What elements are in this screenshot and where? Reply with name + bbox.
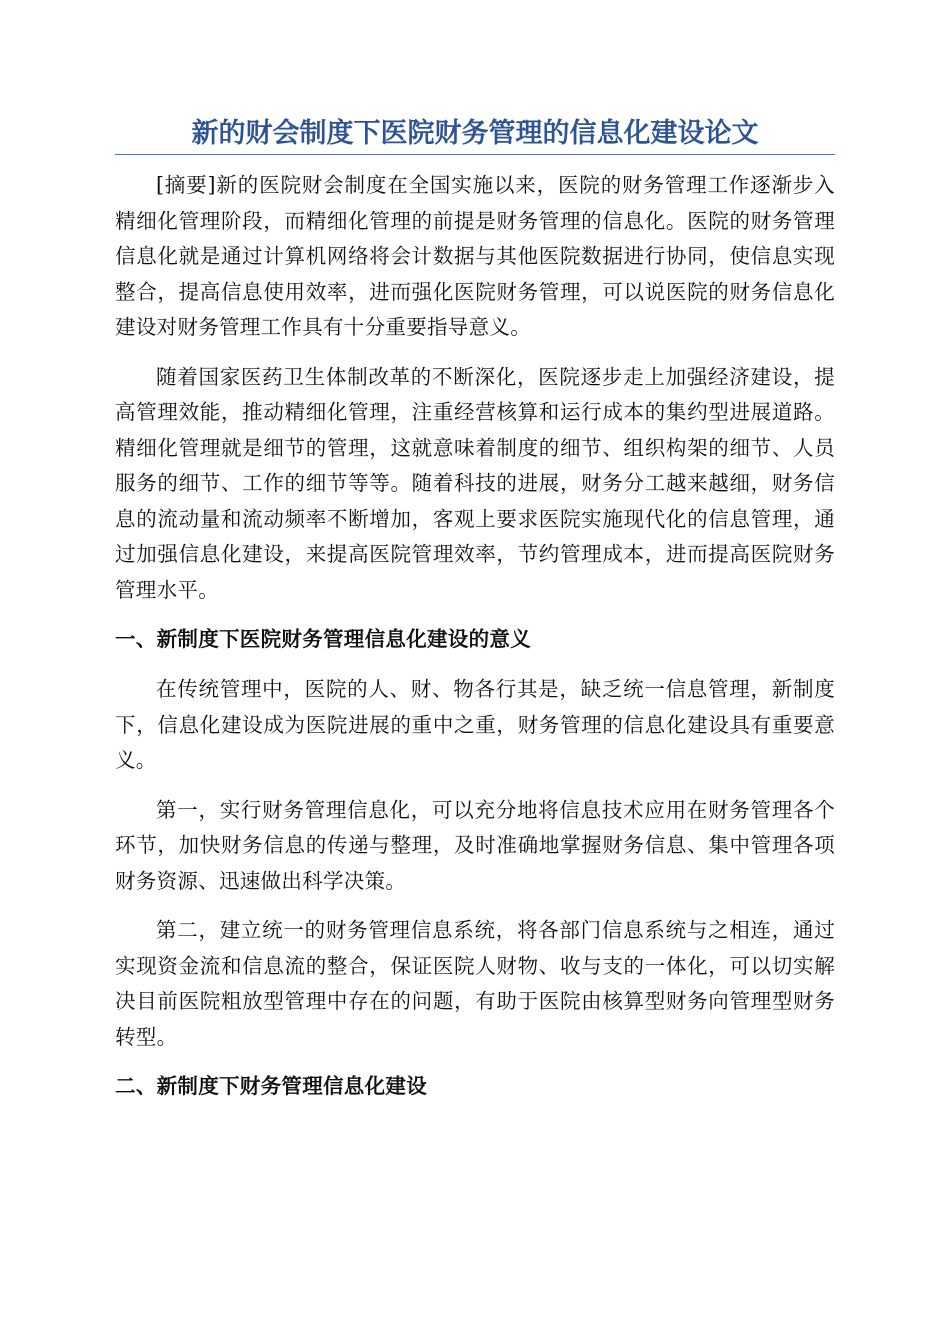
section-1-heading: 一、新制度下医院财务管理信息化建设的意义 <box>115 627 531 651</box>
abstract-paragraph: [摘要]新的医院财会制度在全国实施以来，医院的财务管理工作逐渐步入精细化管理阶段，而精细化管理的前提是财务管理的信息化。医院的财务管理信息化就是通过计算机网络将会计数据与其他医院数据进行协同，使信息实现整合，提高信息使用效率，进而强化医院财务管理，可以说医院的财务信息化建设对财务管理工作具有十分重要指导意义。 <box>115 173 835 339</box>
intro-paragraph: 随着国家医药卫生体制改革的不断深化，医院逐步走上加强经济建设，提高管理效能，推动精细化管理，注重经营核算和运行成本的集约型进展道路。精细化管理就是细节的管理，这就意味着制度的细节、组织构架的细节、人员服务的细节、工作的细节等等。随着科技的进展，财务分工越来越细，财务信息的流动量和流动频率不断增加，客观上要求医院实施现代化的信息管理，通过加强信息化建设，来提高医院管理效率，节约管理成本，进而提高医院财务管理水平。 <box>115 364 835 602</box>
section-1-paragraph: 在传统管理中，医院的人、财、物各行其是，缺乏统一信息管理，新制度下，信息化建设成为医院进展的重中之重，财务管理的信息化建设具有重要意义。 <box>115 677 835 772</box>
section-2-heading: 二、新制度下财务管理信息化建设 <box>115 1074 427 1098</box>
section-1-paragraph: 第一，实行财务管理信息化，可以充分地将信息技术应用在财务管理各个环节，加快财务信息的传递与整理，及时准确地掌握财务信息、集中管理各项财务资源、迅速做出科学决策。 <box>115 797 835 893</box>
section-1-paragraph: 第二，建立统一的财务管理信息系统，将各部门信息系统与之相连，通过实现资金流和信息流的整合，保证医院人财物、收与支的一体化，可以切实解决目前医院粗放型管理中存在的问题，有助于医院由核算型财务向管理型财务转型。 <box>115 918 835 1049</box>
document-title: 新的财会制度下医院财务管理的信息化建设论文 <box>191 118 759 149</box>
title-underline-divider <box>115 154 835 155</box>
document-body <box>115 168 835 1119</box>
